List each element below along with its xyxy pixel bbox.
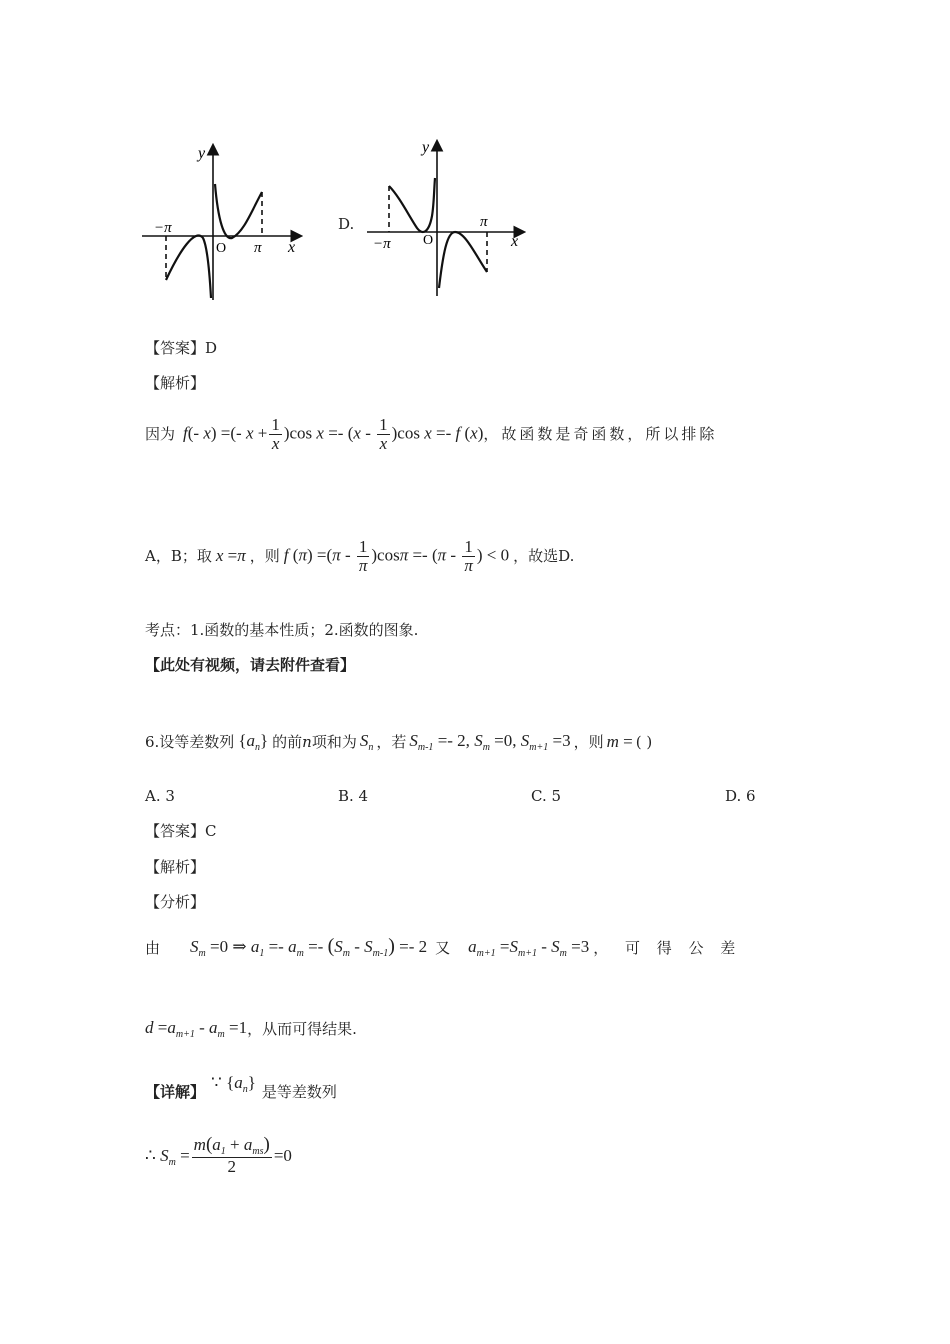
y-axis-label: y (422, 139, 430, 156)
formula-sn: $S_n$ (359, 730, 374, 753)
q6-answer (145, 821, 217, 841)
q6-stem (145, 722, 652, 762)
x-axis-label: x (288, 239, 296, 256)
text: ，若 (376, 733, 407, 751)
pi-label: π (254, 240, 262, 256)
answer-tag: 【答案】 (145, 339, 206, 357)
origin-label: O (423, 233, 434, 248)
y-axis-label: y (198, 145, 206, 162)
text: 由 (145, 939, 161, 957)
text: 6.设等差数列 (145, 733, 235, 751)
q5-analysis-tag: 【解析】 (145, 374, 206, 392)
text: ，故函数是奇函数，所以排除 (483, 425, 718, 443)
q6-fenxi-tag: 【分析】 (145, 893, 206, 911)
q5-answer (145, 338, 217, 358)
text: 又 (435, 939, 451, 957)
graph-d (365, 136, 530, 301)
text: n (302, 733, 312, 751)
formula-d: $d =a_{m+1} - a_m =1$ (145, 1017, 248, 1040)
formula-an: $\{a_n\}$ (238, 730, 269, 753)
text: ，从而可得结果. (247, 1020, 357, 1038)
graph-c (140, 140, 310, 305)
answer-value: D (205, 339, 218, 357)
formula-x-pi: x =π (215, 546, 246, 565)
formula-conditions: $S_{m-1} =- 2$, $S_m =0$, $S_{m+1} =3$ (409, 730, 571, 753)
option-a: A. 3 (145, 787, 175, 805)
formula-because: ∵ $\{a_n\}$ (211, 1072, 256, 1095)
answer-tag: 【答案】 (145, 822, 206, 840)
kaodian: 考点：1.函数的基本性质；2.函数的图象. (145, 621, 419, 639)
answer-value: C (205, 822, 217, 840)
neg-pi-label: −π (373, 236, 391, 252)
x-axis-label: x (511, 233, 519, 250)
origin-label: O (216, 241, 227, 256)
q6-fenxi-line2 (145, 1012, 357, 1046)
formula-f-pi: f (π) =(π - $\frac{1}{\pi}$ )cosπ =- (π - $\frac{1}{\pi}$ ) < 0 (283, 536, 510, 575)
option-d: D. 6 (725, 787, 756, 805)
neg-pi-label: −π (154, 220, 172, 236)
text: ， 可 得 公 差 (593, 939, 742, 957)
option-c: C. 5 (531, 787, 562, 805)
formula-sum: ∴ $S_m$ = $\frac{m(a_1 + a_{ms})}{2}$ =0 (145, 1134, 292, 1176)
q6-analysis-tag: 【解析】 (145, 858, 206, 876)
q5-line1 (145, 412, 717, 456)
text: ，则 (249, 547, 280, 565)
text: 的前 (272, 733, 303, 751)
text: 项和为 (311, 733, 357, 751)
option-b: B. 4 (338, 787, 369, 805)
pi-label: π (480, 214, 488, 230)
text: ，则 (573, 733, 604, 751)
formula-am1: $a_{m+1} =S_{m+1} - S_m =3$ (468, 936, 590, 959)
formula-m: m = (606, 732, 633, 751)
text: A，B；取 (145, 547, 212, 565)
q6-fenxi-line1 (145, 930, 741, 966)
formula-odd: f(- x) =(- x + $\frac{1}{x}$ )cos x =- (x - $\frac{1}{x}$ )cos x =- f (x) (183, 414, 484, 453)
option-d-label: D. (338, 215, 355, 233)
formula-a1: $S_m =0$ ⇒ $a_1 =- a_m =- (S_m - S_{m-1}) =- 2$ (190, 935, 428, 959)
q6-detail (145, 1074, 337, 1110)
q5-line2 (145, 534, 574, 578)
text: 是等差数列 (261, 1083, 337, 1101)
text: ，故选D. (513, 547, 575, 565)
text: 因为 (145, 425, 176, 443)
video-note: 【此处有视频，请去附件查看】 (145, 656, 356, 674)
detail-tag: 【详解】 (145, 1083, 206, 1101)
text: ( ) (635, 733, 653, 751)
